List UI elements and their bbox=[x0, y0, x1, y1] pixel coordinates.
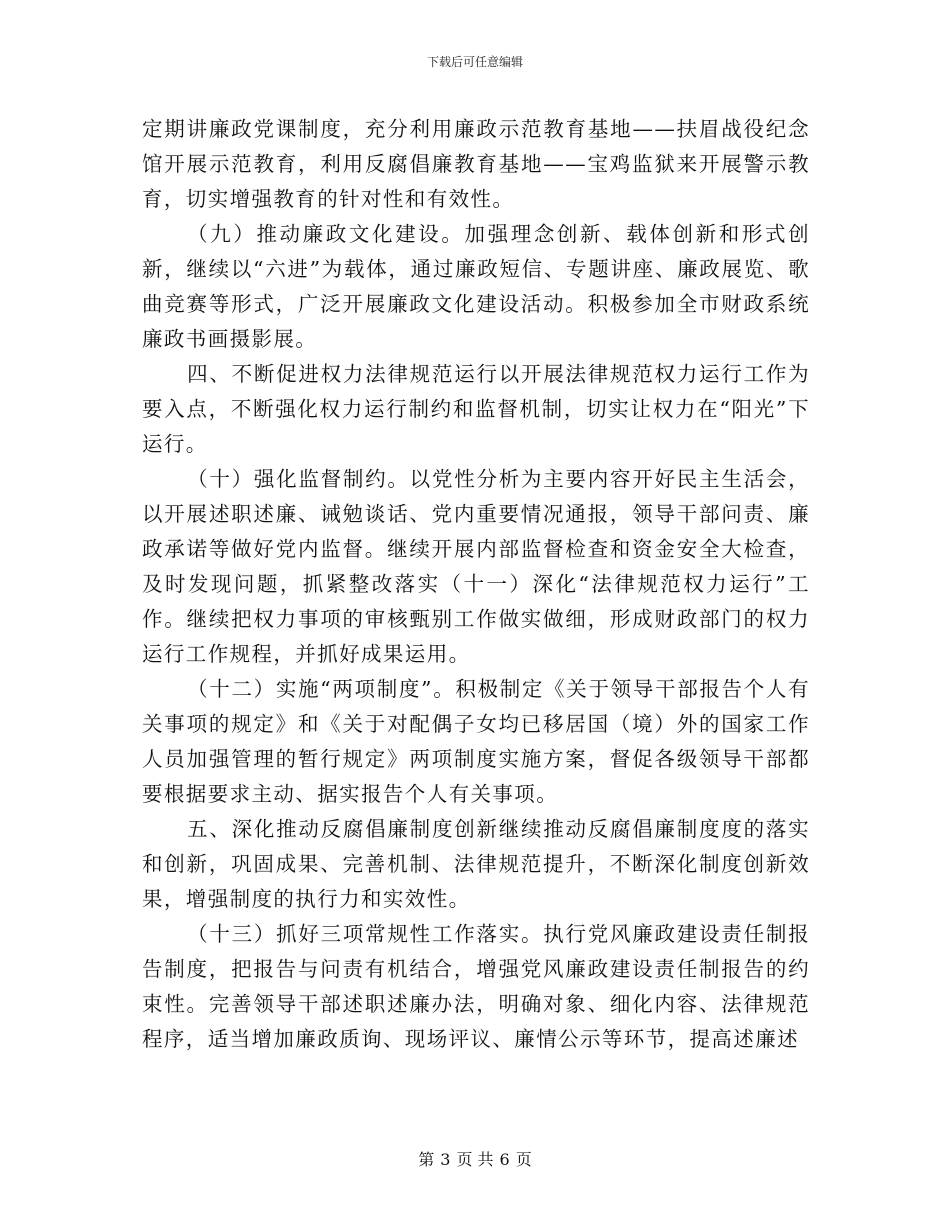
document-body bbox=[142, 112, 810, 1057]
paragraph-item-13: （十三）抓好三项常规性工作落实。执行党风廉政建设责任制报告制度，把报告与问责有机结合，增强党风廉政建设责任制报告的约束性。完善领导干部述职述廉办法，明确对象、细化内容、法律规范程序，适当增加廉政质询、现场评议、廉情公示等环节，提高述廉述 bbox=[142, 922, 810, 1051]
total-pages: 6 bbox=[499, 1150, 510, 1169]
paragraph-continued: 定期讲廉政党课制度，充分利用廉政示范教育基地——扶眉战役纪念馆开展示范教育，利用反腐倡廉教育基地——宝鸡监狱来开展警示教育，切实增强教育的针对性和有效性。 bbox=[142, 117, 810, 211]
page-header: 下载后可任意编辑 bbox=[426, 55, 523, 69]
page-footer bbox=[0, 1150, 950, 1170]
paragraph-section-5: 五、深化推动反腐倡廉制度创新继续推动反腐倡廉制度度的落实和创新，巩固成果、完善机制、法律规范提升，不断深化制度创新效果，增强制度的执行力和实效性。 bbox=[142, 817, 810, 911]
page-suffix: 页 bbox=[515, 1150, 532, 1169]
page-prefix: 第 bbox=[418, 1150, 435, 1169]
page-number: 3 bbox=[440, 1150, 451, 1169]
paragraph-item-9: （九）推动廉政文化建设。加强理念创新、载体创新和形式创新，继续以“六进”为载体，通过廉政短信、专题讲座、廉政展览、歌曲竞赛等形式，广泛开展廉政文化建设活动。积极参加全市财政系统廉政书画摄影展。 bbox=[142, 222, 810, 351]
paragraph-item-12: （十二）实施“两项制度”。积极制定《关于领导干部报告个人有关事项的规定》和《关于对配偶子女均已移居国（境）外的国家工作人员加强管理的暂行规定》两项制度实施方案，督促各级领导干部都要根据要求主动、据实报告个人有关事项。 bbox=[142, 677, 810, 806]
page-middle: 页 共 bbox=[456, 1150, 494, 1169]
paragraph-section-4: 四、不断促进权力法律规范运行以开展法律规范权力运行工作为要入点，不断强化权力运行制约和监督机制，切实让权力在“阳光”下运行。 bbox=[142, 362, 810, 456]
paragraph-item-10: （十）强化监督制约。以党性分析为主要内容开好民主生活会，以开展述职述廉、诫勉谈话、党内重要情况通报，领导干部问责、廉政承诺等做好党内监督。继续开展内部监督检查和资金安全大检查，及时发现问题，抓紧整改落实（十一）深化“法律规范权力运行”工作。继续把权力事项的审核甄别工作做实做细，形成财政部门的权力运行工作规程，并抓好成果运用。 bbox=[142, 467, 810, 666]
